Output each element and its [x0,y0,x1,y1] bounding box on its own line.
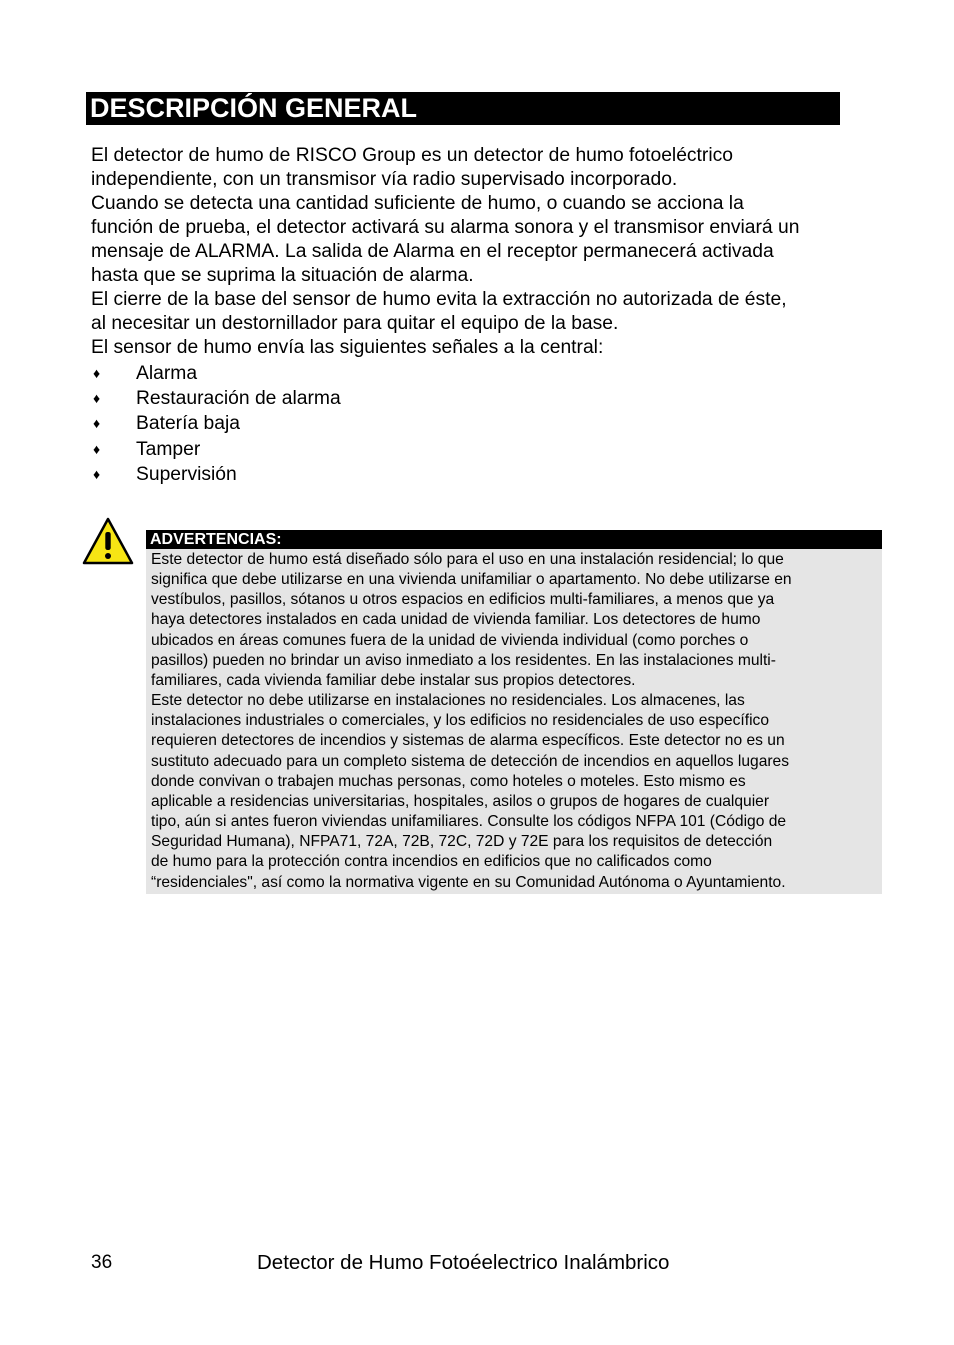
intro-line: El cierre de la base del sensor de humo evita la extracción no autorizada de éste, [91,289,787,310]
warning-line: aplicable a residencias universitarias, hospitales, asilos o grupos de hogares de cualquier [151,792,770,810]
list-item [91,386,341,411]
intro-paragraph [91,144,871,360]
diamond-bullet-icon: ♦ [93,365,101,381]
warning-line: vestíbulos, pasillos, sótanos u otros espacios en edificios multi-familiares, a menos que ya [151,591,775,609]
list-item-label: Batería baja [136,413,240,435]
list-item [91,437,341,462]
warning-title: ADVERTENCIAS: [146,530,882,549]
warning-line: tipo, aún si antes fueron viviendas unifamiliares. Consulte los códigos NFPA 101 (Código de [151,813,787,831]
warning-line: donde convivan o trabajen muchas personas, como hoteles o moteles. Esto mismo es [151,772,746,790]
warning-line: ubicados en áreas comunes fuera de la unidad de vivienda individual (como porches o [151,631,749,649]
warning-text [146,549,882,893]
section-title: DESCRIPCIÓN GENERAL [86,92,840,125]
list-item-label: Supervisión [136,463,237,485]
list-item-label: Restauración de alarma [136,388,341,410]
list-item-label: Tamper [136,438,201,460]
list-item-label: Alarma [136,363,198,384]
warning-line: instalaciones industriales o comerciales, y los edificios no residenciales de uso específico [151,712,770,730]
intro-line: El detector de humo de RISCO Group es un detector de humo fotoeléctrico [91,145,733,166]
warning-line: pasillos) pueden no brindar un aviso inmediato a los residentes. En las instalaciones multi- [151,651,776,669]
warning-line: Este detector de humo está diseñado sólo para el uso en una instalación residencial; lo que [151,551,784,568]
warning-line: haya detectores instalados en cada unidad de vivienda familiar. Los detectores de humo [151,611,761,629]
warning-line: Seguridad Humana), NFPA71, 72A, 72B, 72C, 72D y 72E para los requisitos de detección [151,833,773,851]
page-number: 36 [91,1252,113,1273]
diamond-bullet-icon: ♦ [93,440,101,457]
intro-line: mensaje de ALARMA. La salida de Alarma en el receptor permanecerá activada [91,241,774,262]
warning-line: familiares, cada vivienda familiar debe instalar sus propios detectores. [151,671,636,689]
diamond-bullet-icon: ♦ [93,465,101,482]
warning-line: significa que debe utilizarse en una vivienda unifamiliar o apartamento. No debe utilizarse en [151,571,792,589]
intro-line: independiente, con un transmisor vía radio supervisado incorporado. [91,169,678,190]
list-item [91,411,341,436]
list-item [91,462,341,487]
diamond-bullet-icon: ♦ [93,390,101,407]
warning-line: sustituto adecuado para un completo sistema de detección de incendios en aquellos lugares [151,752,790,770]
warning-line: “residenciales", así como la normativa vigente en su Comunidad Autónoma o Ayuntamiento. [151,873,786,891]
signal-list [91,361,341,487]
intro-line: al necesitar un destornillador para quitar el equipo de la base. [91,313,619,334]
intro-line: función de prueba, el detector activará su alarma sonora y el transmisor enviará un [91,217,800,238]
warning-line: Este detector no debe utilizarse en instalaciones no residenciales. Los almacenes, las [151,692,745,710]
intro-line: El sensor de humo envía las siguientes señales a la central: [91,337,604,358]
warning-line: de humo para la protección contra incendios en edificios que no calificados como [151,853,712,871]
intro-line: hasta que se suprima la situación de alarma. [91,265,474,286]
warning-box [146,530,882,894]
diamond-bullet-icon: ♦ [93,415,101,432]
footer-title: Detector de Humo Fotoéelectrico Inalámbrico [257,1251,670,1274]
warning-line: requieren detectores de incendios y sistemas de alarma específicos. Este detector no es un [151,732,785,750]
list-item [91,361,341,386]
warning-triangle-icon [82,516,134,566]
intro-line: Cuando se detecta una cantidad suficiente de humo, o cuando se acciona la [91,193,744,214]
